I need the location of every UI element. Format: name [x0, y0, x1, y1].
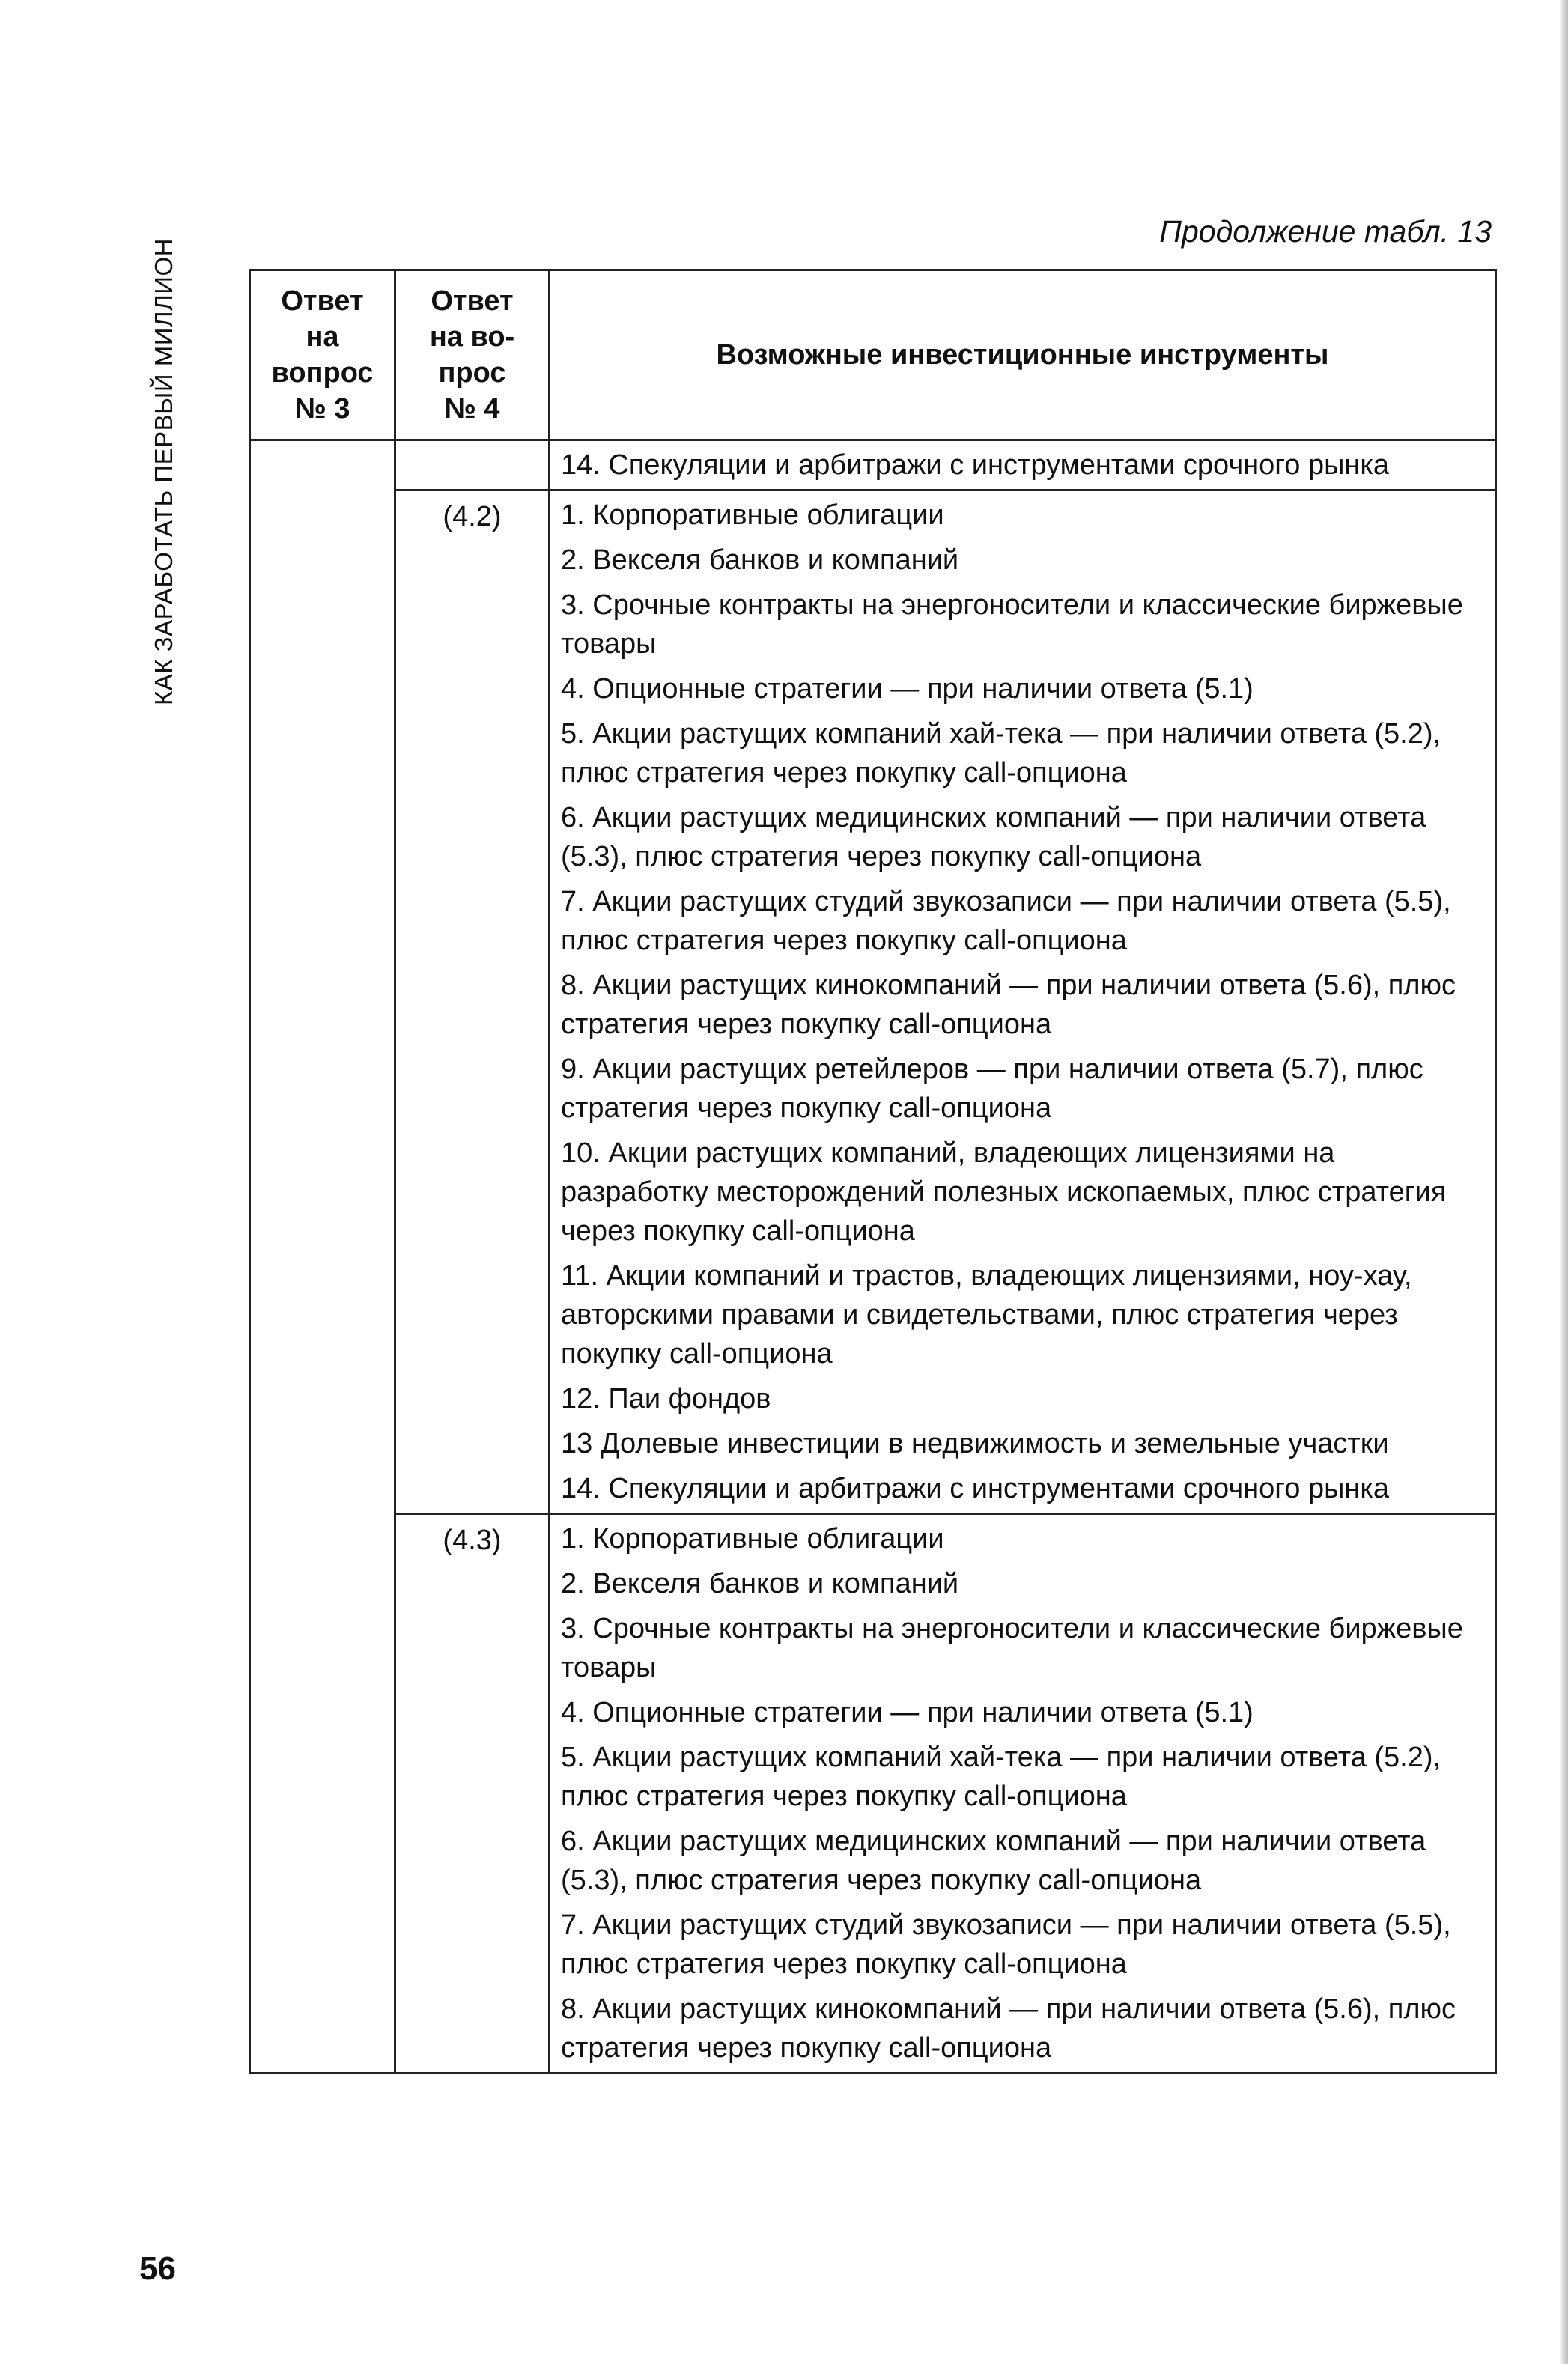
list-item: 12. Паи фондов: [561, 1383, 771, 1415]
table-row: [250, 440, 1496, 490]
list-item: 3. Срочные контракты на энергоносители и классические биржевые товары: [561, 589, 1463, 660]
page-edge-shadow: [1559, 0, 1568, 2364]
list-item: 14. Спекуляции и арбитражи с инструментами срочного рынка: [561, 1473, 1390, 1504]
answer-q3-cell: [250, 440, 395, 2073]
instruments-cell: [550, 440, 1496, 490]
list-item: 10. Акции растущих компаний, владеющих лицензиями на разработку месторождений полезных ископаемых, плюс стратегия через покупку call-опциона: [561, 1137, 1447, 1247]
list-item: 8. Акции растущих кинокомпаний — при наличии ответа (5.6), плюс стратегия через покупку call-опциона: [561, 970, 1456, 1040]
running-head-text: КАК ЗАРАБОТАТЬ ПЕРВЫЙ МИЛЛИОН: [150, 238, 177, 705]
header-answer-q3: [250, 270, 395, 440]
header-instruments: [550, 270, 1496, 440]
list-item: 8. Акции растущих кинокомпаний — при наличии ответа (5.6), плюс стратегия через покупку call-опциона: [561, 1993, 1456, 2064]
list-item: 14. Спекуляции и арбитражи с инструментами срочного рынка: [561, 449, 1390, 481]
list-item: 9. Акции растущих ретейлеров — при наличии ответа (5.7), плюс стратегия через покупку call-опциона: [561, 1054, 1423, 1124]
list-item: 13 Долевые инвестиции в недвижимость и земельные участки: [561, 1428, 1389, 1459]
answer-q4-cell: (4.3): [395, 1514, 550, 2073]
instruments-cell: [550, 490, 1496, 1514]
page-number: 56: [139, 2250, 176, 2287]
table-row: [250, 1514, 1496, 2073]
list-item: 11. Акции компаний и трастов, владеющих лицензиями, ноу-хау, авторскими правами и свидетельствами, плюс стратегия через покупку call-опциона: [561, 1260, 1412, 1370]
list-item: 6. Акции растущих медицинских компаний — при наличии ответа (5.3), плюс стратегия через покупку call-опциона: [561, 1826, 1426, 1896]
list-item: 2. Векселя банков и компаний: [561, 1568, 959, 1599]
header-answer-q4: [395, 270, 550, 440]
table-row: [250, 490, 1496, 1514]
header-instruments-label: Возможные инвестиционные инструменты: [716, 339, 1329, 371]
list-item: 5. Акции растущих компаний хай-тека — при наличии ответа (5.2), плюс стратегия через покупку call-опциона: [561, 718, 1441, 788]
list-item: 3. Срочные контракты на энергоносители и классические биржевые товары: [561, 1613, 1463, 1683]
instruments-cell: [550, 1514, 1496, 2073]
header-answer-q4-label: Ответ на во- прос № 4: [429, 285, 515, 425]
investment-instruments-table: [249, 269, 1497, 2074]
list-item: 1. Корпоративные облигации: [561, 499, 944, 531]
list-item: 4. Опционные стратегии — при наличии ответа (5.1): [561, 1697, 1254, 1728]
list-item: 7. Акции растущих студий звукозаписи — при наличии ответа (5.5), плюс стратегия через покупку call-опциона: [561, 886, 1451, 956]
table-continuation-label: Продолжение табл. 13: [1159, 214, 1492, 249]
answer-q4-cell: [395, 440, 550, 490]
header-answer-q3-label: Ответ на вопрос № 3: [271, 285, 374, 425]
list-item: 5. Акции растущих компаний хай-тека — при наличии ответа (5.2), плюс стратегия через покупку call-опциона: [561, 1742, 1441, 1812]
running-head: [138, 217, 190, 726]
list-item: 1. Корпоративные облигации: [561, 1523, 944, 1555]
list-item: 7. Акции растущих студий звукозаписи — при наличии ответа (5.5), плюс стратегия через покупку call-опциона: [561, 1909, 1451, 1980]
list-item: 6. Акции растущих медицинских компаний — при наличии ответа (5.3), плюс стратегия через покупку call-опциона: [561, 802, 1426, 872]
list-item: 2. Векселя банков и компаний: [561, 544, 959, 576]
answer-q4-cell: (4.2): [395, 490, 550, 1514]
list-item: 4. Опционные стратегии — при наличии ответа (5.1): [561, 673, 1254, 705]
table-header-row: [250, 270, 1496, 440]
